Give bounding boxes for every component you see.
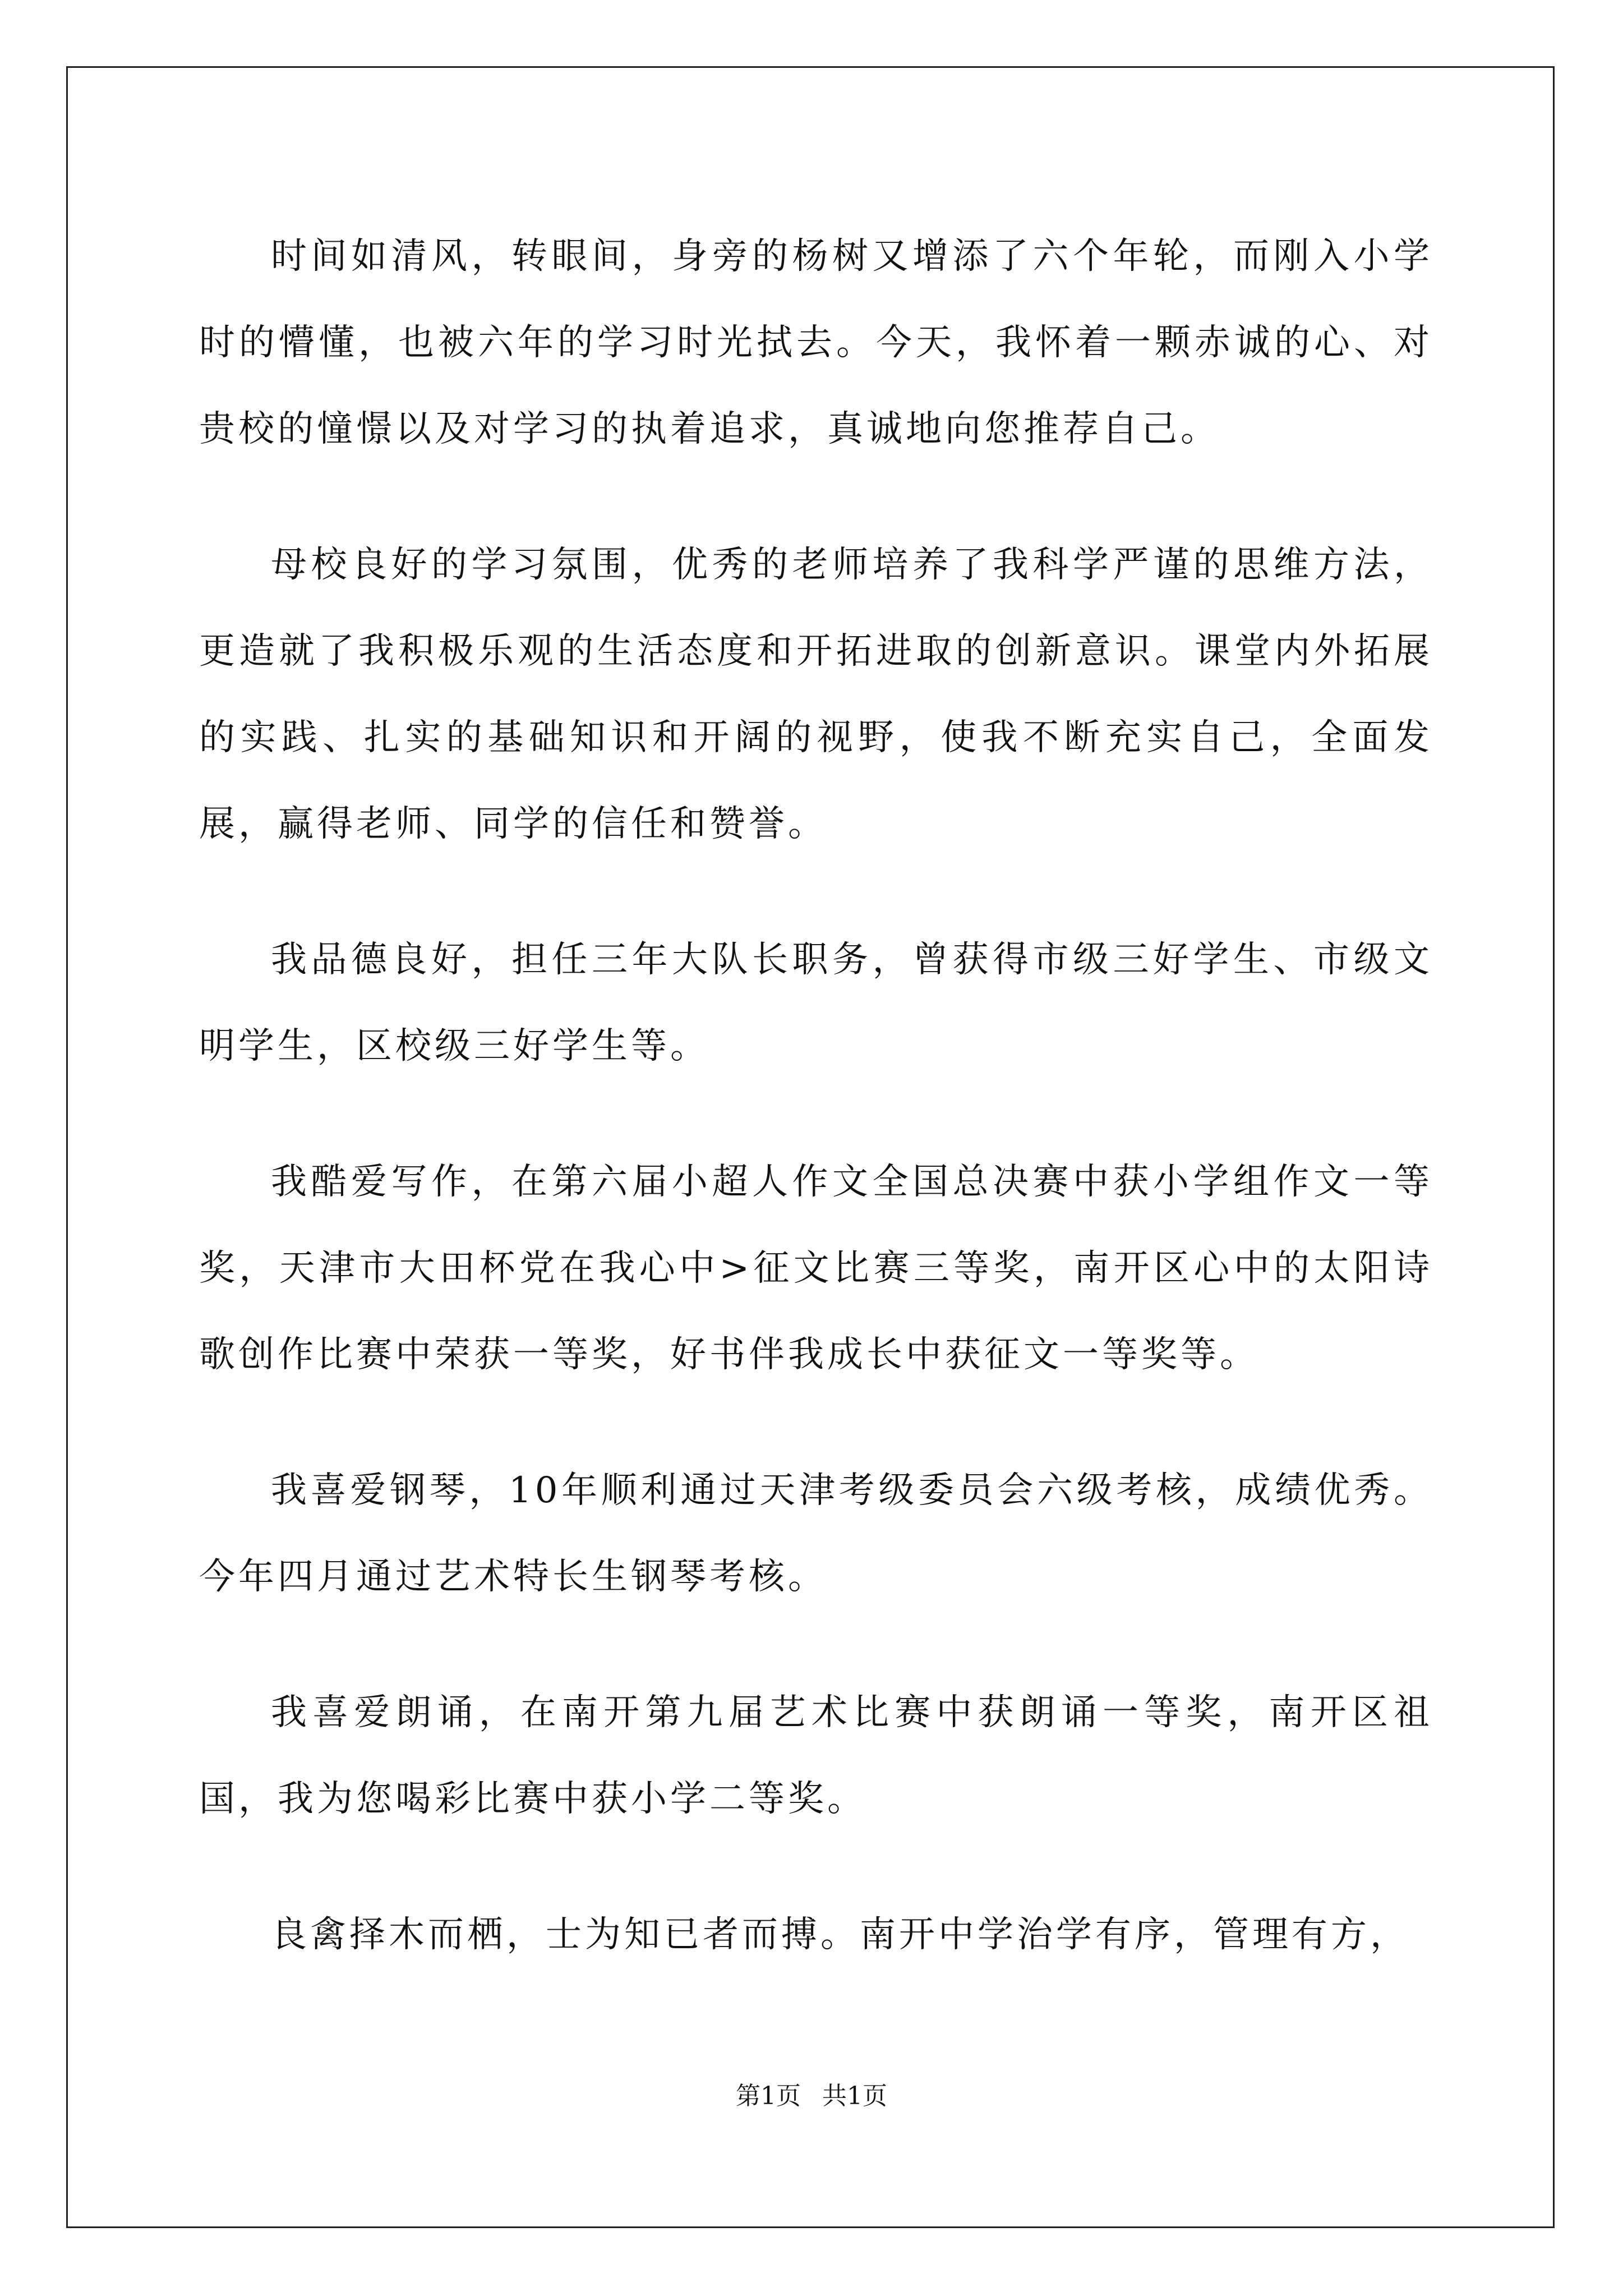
paragraph-6: 我喜爱朗诵，在南开第九届艺术比赛中获朗诵一等奖，南开区祖国，我为您喝彩比赛中获小学二等奖。	[199, 1692, 1433, 1820]
page-footer	[0, 2076, 1623, 2111]
paragraph-3: 我品德良好，担任三年大队长职务，曾获得市级三好学生、市级文明学生，区校级三好学生等。	[199, 939, 1433, 1067]
paragraph-7: 良禽择木而栖，士为知已者而搏。南开中学治学有序，管理有方，	[271, 1914, 1409, 1955]
paragraph-2: 母校良好的学习氛围，优秀的老师培养了我科学严谨的思维方法，更造就了我积极乐观的生活态度和开拓进取的创新意识。课堂内外拓展的实践、扎实的基础知识和开阔的视野，使我不断充实自己，全面发展，赢得老师、同学的信任和赞誉。	[199, 544, 1433, 845]
page-number: 第1页	[736, 2082, 801, 2110]
page-total: 共1页	[822, 2082, 887, 2110]
paragraph-4: 我酷爱写作，在第六届小超人作文全国总决赛中获小学组作文一等奖，天津市大田杯党在我心中>征文比赛三等奖，南开区心中的太阳诗歌创作比赛中荣获一等奖，好书伴我成长中获征文一等奖等。	[199, 1161, 1433, 1375]
paragraph-5: 我喜爱钢琴，10年顺利通过天津考级委员会六级考核，成绩优秀。今年四月通过艺术特长生钢琴考核。	[199, 1470, 1433, 1598]
document-body	[199, 213, 1433, 2027]
paragraph-1: 时间如清风，转眼间，身旁的杨树又增添了六个年轮，而刚入小学时的懵懂，也被六年的学习时光拭去。今天，我怀着一颗赤诚的心、对贵校的憧憬以及对学习的执着追求，真诚地向您推荐自己。	[199, 236, 1433, 450]
